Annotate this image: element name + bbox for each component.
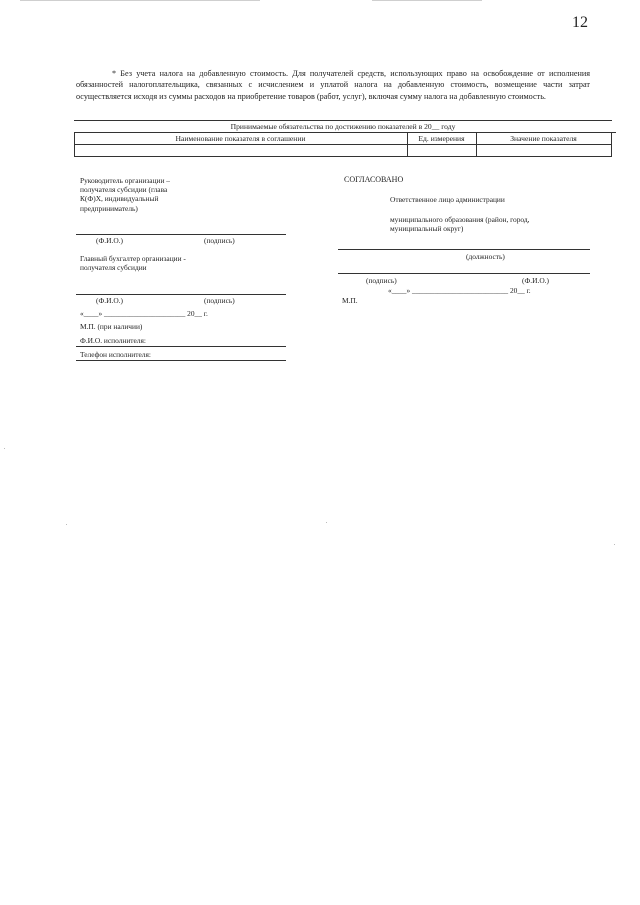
stamp-label: М.П. (при наличии) [80,322,143,331]
fio-label: (Ф.И.О.) [96,296,123,305]
phone-line [76,360,286,361]
date-line: «____» __________________________ 20__ г. [388,286,531,295]
scan-speck [4,448,5,449]
column-header: Значение показателя [510,134,577,143]
signature-label: (подпись) [204,296,235,305]
stamp-label: М.П. [342,296,358,305]
head-signature-line [76,234,286,235]
obligations-table [74,120,612,156]
table-caption: Принимаемые обязательства по достижению показателей в 20__ году [230,122,456,131]
scan-speck [614,544,615,545]
footnote-text: * Без учета налога на добавленную стоимость. Для получателей средств, использующих право на освобождение от исполнения обязанностей налогоплательщика, связанных с исчислением и уплатой налога на добавленную стоимость, возмещение части затрат осуществляется исходя из суммы расходов на приобретение товаров (работ, услуг), включая сумму налога на добавленную стоимость. [76,69,590,101]
agreed-heading: СОГЛАСОВАНО [344,175,404,184]
fio-label: (Ф.И.О.) [522,276,549,285]
right-signature-line [338,273,590,274]
signature-label: (подпись) [204,236,235,245]
phone-label: Телефон исполнителя: [80,350,151,359]
signature-label: (подпись) [366,276,397,285]
fio-label: (Ф.И.О.) [96,236,123,245]
page-number: 12 [572,14,588,31]
position-line [338,249,590,250]
executor-line [76,346,286,347]
scan-mark [20,0,260,1]
scan-speck [326,522,327,523]
column-header: Ед. измерения [418,134,465,143]
position-label: (должность) [466,252,505,261]
scan-speck [66,524,67,525]
executor-label: Ф.И.О. исполнителя: [80,336,146,345]
municipality-label: муниципального образования (район, город, муниципальный округ) [390,215,530,234]
head-title: Руководитель организации – получателя субсидии (глава К(Ф)Х, индивидуальный предприниматель) [80,176,170,213]
column-header: Наименование показателя в соглашении [175,134,306,143]
accountant-title: Главный бухгалтер организации - получателя субсидии [80,254,186,273]
date-line: «____» ______________________ 20__ г. [80,309,208,318]
responsible-label: Ответственное лицо администрации [390,195,505,204]
scan-mark [372,0,482,1]
accountant-signature-line [76,294,286,295]
